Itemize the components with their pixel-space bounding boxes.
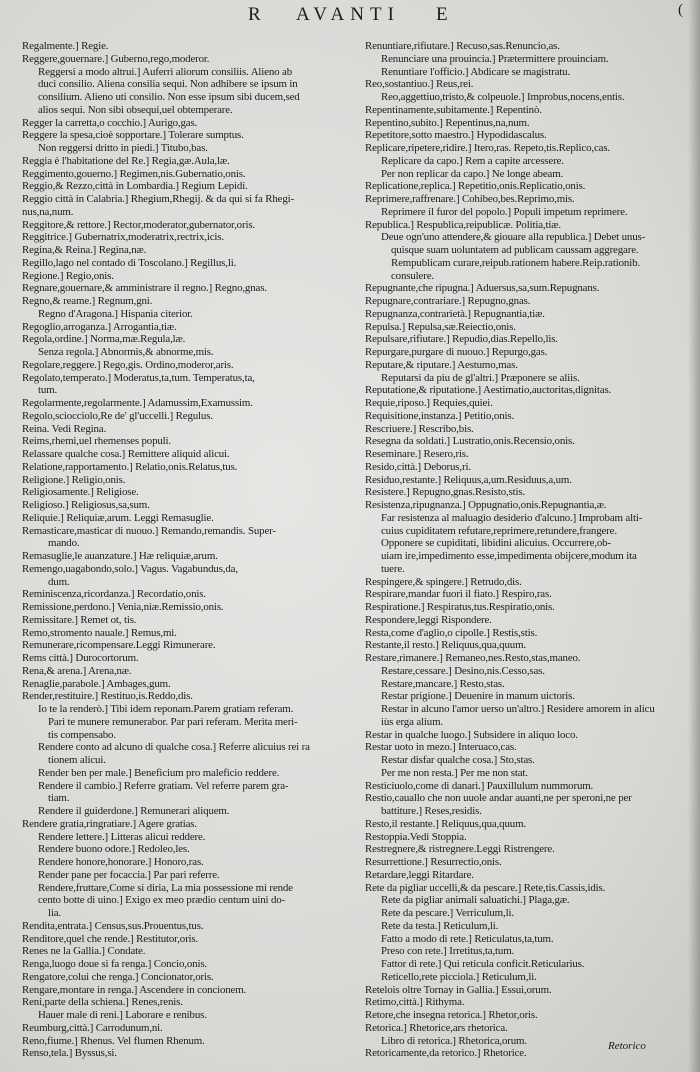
dictionary-line: Reseminare.] Resero,ris. <box>365 448 469 460</box>
dictionary-line: Render pane per focaccia.] Par pari referre. <box>38 868 220 881</box>
dictionary-line: Reims,rhemi,uel rhemenses populi. <box>22 435 172 448</box>
dictionary-line: Regillo,lago nel contado di Toscolano.] Regillus,li. <box>22 256 237 269</box>
dictionary-line: consulere. <box>391 269 434 282</box>
dictionary-line: Rengatore,colui che renga.] Concionator,oris. <box>22 970 214 983</box>
dictionary-line: Renes ne la Gallia.] Condate. <box>22 945 146 958</box>
dictionary-line: Replicare da capo.] Rem a capite arcessere. <box>381 154 564 167</box>
dictionary-line: Resticiuolo,come di danari.] Pauxillulum nummorum. <box>365 779 594 792</box>
dictionary-line: Religione.] Religio,onis. <box>22 473 126 486</box>
catchword: Retorico <box>608 1040 646 1052</box>
dictionary-line: Render,restituire.] Restituo,is.Reddo,dis. <box>22 690 193 703</box>
dictionary-line: Repulsare,rifiutare.] Repudio,dias.Repello,lis. <box>365 333 558 346</box>
dictionary-line: Reprimere,raffrenare.] Cohibeo,bes.Reprimo,mis. <box>365 193 575 205</box>
dictionary-line: Retore,che insegna retorica.] Rhetor,oris. <box>365 1009 538 1021</box>
dictionary-line: Reminiscenza,ricordanza.] Recordatio,onis. <box>22 588 206 601</box>
dictionary-line: Per non replicar da capo.] Ne longe abeam. <box>381 167 564 180</box>
dictionary-line: Renaglie,parabole.] Ambages,gum. <box>22 677 171 690</box>
dictionary-line: cento botte di uino.] Exigo ex meo prædio centum uini do- <box>38 894 286 907</box>
dictionary-line: Reggere,gouernare.] Guberno,rego,moderor. <box>22 52 210 65</box>
dictionary-line: Rete da pigliar animali saluatichi.] Plaga,gæ. <box>381 894 570 907</box>
dictionary-line: Restare,cessare.] Desino,nis.Cesso,sas. <box>381 664 545 677</box>
dictionary-line: Rendere buono odore.] Redoleo,les. <box>38 843 190 856</box>
dictionary-line: Remo,stromento nauale.] Remus,mi. <box>22 626 177 639</box>
dictionary-line: Restar in alcuno l'amor uerso un'altro.] Residere amorem in alicu <box>381 703 655 715</box>
dictionary-line: Io te la renderò.] Tibi idem reponam.Parem gratiam referam. <box>38 703 294 715</box>
dictionary-line: Regolarmente,regolarmente.] Adamussim,Examussim. <box>22 397 253 409</box>
dictionary-line: Regno,& reame.] Regnum,gni. <box>22 295 153 307</box>
dictionary-line: Fatto a modo di rete.] Reticulatus,ta,tum. <box>381 932 554 945</box>
dictionary-line: Senza regola.] Abnormis,& abnorme,mis. <box>38 346 214 358</box>
dictionary-line: Restoppia.Vedi Stoppia. <box>365 830 467 843</box>
dictionary-line: tum. <box>38 384 58 397</box>
dictionary-line: Religiosamente.] Religiose. <box>22 486 139 499</box>
dictionary-line: Repugnare,contrariare.] Repugno,gnas. <box>365 295 531 307</box>
dictionary-line: Rengare,montare in renga.] Ascendere in concionem. <box>22 983 247 996</box>
dictionary-line: Rescriuere.] Rescribo,bis. <box>365 422 474 435</box>
dictionary-line: Reggia è l'habitatione del Re.] Regia,gæ.Aula,læ. <box>22 154 230 167</box>
dictionary-line: duci consilio. Aliena consilia sequi. Non adhibere se ipsum in <box>38 78 298 91</box>
dictionary-line: Reticello,rete picciola.] Reticulum,li. <box>381 970 537 983</box>
dictionary-line: Remasuglie,le auanzature.] Hæ reliquiæ,arum. <box>22 550 218 562</box>
dictionary-line: Renunciare una prouincia.] Prætermittere prouinciam. <box>381 52 609 65</box>
dictionary-line: Reno,fiume.] Rhenus. Vel flumen Rhenum. <box>22 1034 205 1047</box>
dictionary-line: tionem alicui. <box>48 754 106 766</box>
header-next-letter: E <box>436 4 448 25</box>
dictionary-line: Renuntiare,rifiutare.] Recuso,sas.Renuncio,as. <box>365 40 560 52</box>
header-folio-mark: ( <box>678 2 683 18</box>
dictionary-line: Restar disfar qualche cosa.] Sto,stas. <box>381 754 535 766</box>
dictionary-line: Rendere conto ad alcuno di qualche cosa.] Referre alicuius rei ra <box>38 741 310 754</box>
dictionary-line: Reggere la spesa,cioè sopportare.] Tolerare sumptus. <box>22 129 244 142</box>
dictionary-line: Per me non resta.] Per me non stat. <box>381 766 528 779</box>
header-letter: R <box>248 4 263 25</box>
dictionary-line: Retardare,leggi Ritardare. <box>365 868 474 881</box>
dictionary-line: Reo,sostantiuo.] Reus,rei. <box>365 78 474 91</box>
dictionary-line: Requie,riposo.] Requies,quiei. <box>365 397 493 409</box>
dictionary-line: Republica.] Respublica,reipublicæ. Politia,tiæ. <box>365 218 561 231</box>
dictionary-line: Rendere gratia,ringratiare.] Agere gratias. <box>22 817 197 830</box>
dictionary-line: Regola,ordine.] Norma,mæ.Regula,læ. <box>22 333 186 346</box>
dictionary-line: Reputarsi da piu de gl'altri.] Præponere se aliis. <box>381 371 580 384</box>
dictionary-line: iùs erga alium. <box>381 715 443 728</box>
dictionary-line: Regolo,sciocciolo,Re de' gl'uccelli.] Regulus. <box>22 409 213 422</box>
dictionary-line: Renditore,quel che rende.] Restitutor,oris. <box>22 932 199 945</box>
dictionary-line: Reggimento,gouerno.] Regimen,nis.Gubernatio,onis. <box>22 167 246 180</box>
dictionary-line: Retelois oltre Tornay in Gallia.] Essui,orum. <box>365 983 552 996</box>
dictionary-line: dum. <box>48 575 70 588</box>
dictionary-line: Non reggersi dritto in piedi.] Titubo,bas. <box>38 142 208 154</box>
dictionary-line: Pari te munere remunerabor. Par pari referam. Merita meri- <box>48 715 298 728</box>
dictionary-line: Restante,il resto.] Reliquus,qua,quum. <box>365 639 526 652</box>
dictionary-line: Restar prigione.] Deuenire in manum uictoris. <box>381 690 575 703</box>
dictionary-line: tuere. <box>381 562 405 575</box>
dictionary-line: Reprimere il furor del popolo.] Populi impetum reprimere. <box>381 205 628 218</box>
dictionary-line: Relassare qualche cosa.] Remittere aliquid alicui. <box>22 448 230 460</box>
dictionary-line: Respondere,leggi Rispondere. <box>365 613 492 626</box>
dictionary-line: Retimo,città.] Rithyma. <box>365 996 465 1009</box>
dictionary-line: Restare,rimanere.] Remaneo,nes.Resto,stas,maneo. <box>365 652 581 664</box>
dictionary-line: Resegna da soldati.] Lustratio,onis.Recensio,onis. <box>365 435 575 448</box>
dictionary-line: Regger la carretta,o cocchio.] Aurigo,gas. <box>22 116 198 129</box>
dictionary-line: Resistere.] Repugno,gnas.Resisto,stis. <box>365 486 526 499</box>
dictionary-line: Resta,come d'aglio,o cipolle.] Restis,stis. <box>365 626 538 639</box>
dictionary-line: Requisitione,instanza.] Petitio,onis. <box>365 409 515 422</box>
dictionary-line: Resurrettione.] Resurrectio,onis. <box>365 856 502 868</box>
dictionary-line: Repulsa.] Repulsa,sæ.Reiectio,onis. <box>365 320 516 333</box>
dictionary-line: lia. <box>48 907 62 919</box>
dictionary-line: Respirare,mandar fuori il fiato.] Respiro,ras. <box>365 588 552 601</box>
dictionary-line: Rendita,entrata.] Census,sus.Prouentus,tus. <box>22 919 204 932</box>
dictionary-line: battiture.] Reses,residis. <box>381 805 482 817</box>
dictionary-line: Rendere,fruttare,Come si diria, La mia possessione mi rende <box>38 881 293 894</box>
dictionary-line: Renga,luogo doue si fa renga.] Concio,onis. <box>22 958 208 970</box>
dictionary-line: Remengo,uagabondo,solo.] Vagus. Vagabundus,da, <box>22 562 238 575</box>
dictionary-line: Remissione,perdono.] Venia,niæ.Remissio,onis. <box>22 601 224 613</box>
dictionary-line: Rempublicam curare,reipub.rationem habere.Reip.rationib. <box>391 256 640 269</box>
dictionary-line: tis compensabo. <box>48 728 116 741</box>
dictionary-line: Replicare,ripetere,ridire.] Itero,ras. Repeto,tis.Replico,cas. <box>365 142 611 154</box>
dictionary-line: Regnare,gouernare,& amministrare il regno.] Regno,gnas. <box>22 282 267 295</box>
dictionary-line: Rendere il guiderdone.] Remunerari aliquem. <box>38 805 230 817</box>
running-header <box>0 2 700 30</box>
dictionary-line: Retoricamente,da retorico.] Rhetorice. <box>365 1047 527 1060</box>
dictionary-line: Rendere lettere.] Litteras alicui reddere. <box>38 830 206 843</box>
dictionary-line: Repentinamente,subitamente.] Repentinò. <box>365 103 542 116</box>
dictionary-line: cuius cupiditatem refutare,reprimere,retundere,frangere. <box>381 524 617 537</box>
dictionary-line: Repetitore,sotto maestro.] Hypodidascalus. <box>365 129 547 142</box>
dictionary-line: Reputare,& riputare.] Aestumo,mas. <box>365 358 518 371</box>
dictionary-line: Hauer male di reni.] Laborare e renibus. <box>38 1009 207 1021</box>
dictionary-line: Repugnanza,contrarietà.] Repugnantia,tiæ. <box>365 307 545 320</box>
dictionary-line: Remasticare,masticar di nuouo.] Remando,remandis. Super- <box>22 524 276 537</box>
dictionary-line: Resistenza,ripugnanza.] Oppugnatio,onis.Repugnantia,æ. <box>365 499 607 511</box>
dictionary-line: Reggitrice.] Gubernatrix,moderatrix,rectrix,icis. <box>22 231 224 244</box>
dictionary-line: Reliquie.] Reliquiæ,arum. Leggi Remasuglie. <box>22 511 214 524</box>
dictionary-line: Opponere se cupiditati, libidini alicuius. Occurrere,ob- <box>381 537 611 550</box>
dictionary-line: mando. <box>48 537 80 550</box>
dictionary-line: tiam. <box>48 792 70 805</box>
dictionary-line: Repurgare,purgare di nuouo.] Repurgo,gas. <box>365 346 548 358</box>
dictionary-line: Replicatione,replica.] Repetitio,onis.Replicatio,onis. <box>365 180 586 193</box>
dictionary-line: Regolato,temperato.] Moderatus,ta,tum. Temperatus,ta, <box>22 371 255 384</box>
dictionary-line: Reggitore,& rettore.] Rector,moderator,gubernator,oris. <box>22 218 255 231</box>
dictionary-line: Residuo,restante.] Reliquus,a,um.Residuus,a,um. <box>365 473 572 486</box>
dictionary-line: Rete da testa.] Reticulum,li. <box>381 919 499 932</box>
dictionary-line: Restar uoto in mezo.] Interuaco,cas. <box>365 741 517 754</box>
dictionary-line: Regno d'Aragona.] Hispania citerior. <box>38 307 193 320</box>
dictionary-line: Deue ogn'uno attendere,& giouare alla republica.] Debet unus- <box>381 231 646 244</box>
dictionary-line: Restregnere,& ristregnere.Leggi Ristrengere. <box>365 843 555 856</box>
dictionary-line: Resido,città.] Deborus,ri. <box>365 460 471 473</box>
dictionary-line: Relatione,rapportamento.] Relatio,onis.Relatus,tus. <box>22 460 238 473</box>
dictionary-line: Religioso.] Religiosus,sa,sum. <box>22 499 150 511</box>
dictionary-line: Restio,cauallo che non uuole andar auanti,ne per speroni,ne per <box>365 792 632 805</box>
header-title: AVANTI <box>296 4 400 25</box>
dictionary-line: Far resistenza al maluagio desiderio d'alcuno.] Improbam alti- <box>381 511 643 524</box>
dictionary-line: Respingere,& spingere.] Retrudo,dis. <box>365 575 522 588</box>
dictionary-line: Reggio,& Rezzo,città in Lombardia.] Regium Lepidi. <box>22 180 248 193</box>
dictionary-line: Rems città.] Durocortorum. <box>22 652 139 664</box>
dictionary-line: Rendere il cambio.] Referre gratiam. Vel referre parem gra- <box>38 779 289 792</box>
dictionary-line: Regione.] Regio,onis. <box>22 269 114 282</box>
dictionary-line: Renuntiare l'officio.] Abdicare se magistratu. <box>381 65 571 78</box>
dictionary-line: Repentino,subito.] Repentinus,na,num. <box>365 116 530 129</box>
dictionary-line: Rena,& arena.] Arena,næ. <box>22 664 132 677</box>
dictionary-line: Reni,parte della schiena.] Renes,renis. <box>22 996 183 1009</box>
dictionary-line: Rete da pigliar uccelli,& da pescare.] Rete,tis.Cassis,idis. <box>365 881 606 894</box>
dictionary-line: uiam ire,impedimento esse,impedimenta obijcere,modum ita <box>381 550 637 562</box>
dictionary-line: alios sequi. Non sibi obsequi,uel obtemperare. <box>38 103 233 116</box>
dictionary-line: consilium. Alieno uti consilio. Non esse ipsum sibi ducem,sed <box>38 91 300 103</box>
right-column <box>365 40 691 1060</box>
dictionary-line: Regoglio,arroganza.] Arrogantia,tiæ. <box>22 320 177 333</box>
dictionary-line: Respiratione.] Respiratus,tus.Respiratio,onis. <box>365 601 555 613</box>
dictionary-line: Fattor di rete.] Qui reticula conficit.Reticularius. <box>381 958 585 970</box>
dictionary-line: Reggio città in Calabria.] Rhegium,Rhegij. & da qui si fa Rhegi- <box>22 193 294 205</box>
dictionary-line: Remunerare,ricompensare.Leggi Rimunerare. <box>22 639 216 652</box>
dictionary-line: Reo,aggettiuo,tristo,& colpeuole.] Improbus,nocens,entis. <box>381 91 625 103</box>
dictionary-line: Restar in qualche luogo.] Subsidere in aliquo loco. <box>365 728 578 741</box>
dictionary-line: quisque suam uoluntatem ad publicam caussam aggregare. <box>391 244 639 256</box>
dictionary-line: Render ben per male.] Beneficium pro maleficio reddere. <box>38 766 280 779</box>
dictionary-line: nus,na,num. <box>22 205 74 218</box>
dictionary-line: Rendere honore,honorare.] Honoro,ras. <box>38 856 204 868</box>
dictionary-line: Remissitare.] Remet ot, tis. <box>22 613 137 626</box>
dictionary-line: Preso con rete.] Irretitus,ta,tum. <box>381 945 515 958</box>
dictionary-line: Reggersi a modo altrui.] Auferri aliorum consiliis. Alieno ab <box>38 65 292 78</box>
dictionary-line: Rete da pescare.] Verriculum,li. <box>381 907 514 919</box>
left-column <box>22 40 347 1060</box>
dictionary-line: Regalmente.] Regie. <box>22 40 109 52</box>
dictionary-line: Regina,& Reina.] Regina,næ. <box>22 244 147 256</box>
dictionary-line: Reputatione,& riputatione.] Aestimatio,auctoritas,dignitas. <box>365 384 612 397</box>
dictionary-line: Repugnante,che ripugna.] Aduersus,sa,sum.Repugnans. <box>365 282 600 295</box>
dictionary-line: Renso,tela.] Byssus,si. <box>22 1047 117 1060</box>
dictionary-line: Retorica.] Rhetorice,ars rhetorica. <box>365 1021 508 1034</box>
dictionary-line: Reumburg,città.] Carrodunum,ni. <box>22 1021 163 1034</box>
dictionary-line: Reina. Vedi Regina. <box>22 422 107 435</box>
dictionary-line: Libro di retorica.] Rhetorica,orum. <box>381 1034 527 1047</box>
dictionary-line: Resto,il restante.] Reliquus,qua,quum. <box>365 817 526 830</box>
dictionary-line: Restare,mancare.] Resto,stas. <box>381 677 505 690</box>
dictionary-line: Regolare,reggere.] Rego,gis. Ordino,moderor,aris. <box>22 358 234 371</box>
